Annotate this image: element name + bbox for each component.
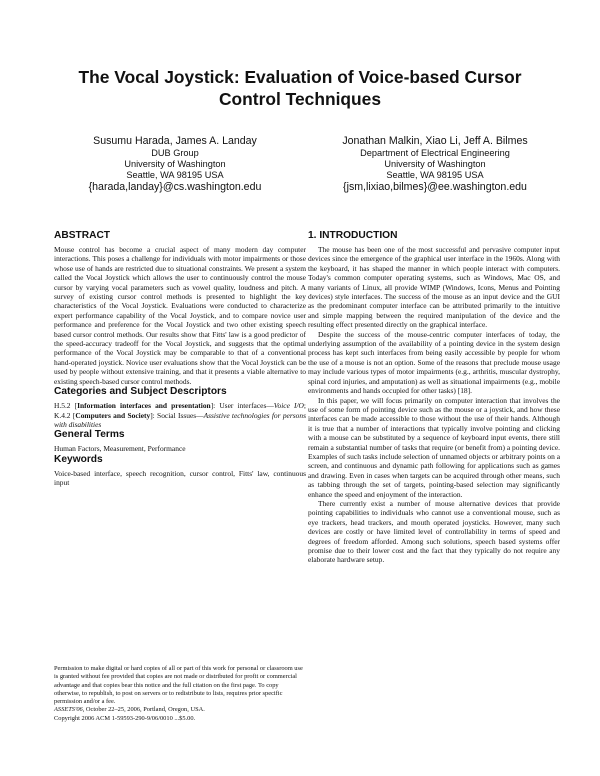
introduction-heading: 1. INTRODUCTION xyxy=(308,230,398,241)
intro-paragraph-1: The mouse has been one of the most successful and pervasive computer input devices since the emergence of the graphical user interface in the 1960s. Along with the keyboard, it has shaped the manner in which people interact with computers. Today's common computer operating systems, such as Windows, Mac OS, and many variants of Linux, all provide WIMP (Windows, Icons, Menus and Pointing devices) style interfaces. The success of the mouse as an input device and the GUI as the predominant computer interface can be attributed primarily to the intuitive and simple mapping between the required manipulation of the device and the resulting effect presented directly on the graphical interface. xyxy=(308,245,560,330)
general-terms-heading: General Terms xyxy=(54,429,125,441)
right-column xyxy=(308,230,560,565)
category-sep-1: ]: User interfaces— xyxy=(210,401,274,411)
abstract-text: Mouse control has become a crucial aspect of many modern day computer interactions. This poses a challenge for individuals with motor impairments or those whose use of hands are restricted due to situational constraints. We present a system called the Vocal Joystick which allows the user to continuously control the mouse cursor by varying vocal parameters such as vowel quality, loudness and pitch. A survey of existing cursor control methods is presented to highlight the key characteristics of the Vocal Joystick. Evaluations were conducted to characterize expert performance capability of the Vocal Joystick, and to compare novice user performance and preference for the Vocal Joystick and two other existing speech based cursor control methods. Our results show that Fitts' law is a good predictor of the speed-accuracy tradeoff for the Vocal Joystick, and suggests that the optimal performance of the Vocal Joystick may be comparable to that of a conventional hand-operated joystick. Novice user evaluations show that the Vocal Joystick can be used by people without extensive training, and that it presents a viable alternative to existing speech-based cursor control methods. xyxy=(54,245,306,386)
permission-text: Permission to make digital or hard copies of all or part of this work for personal or classroom use is granted without fee provided that copies are not made or distributed for profit or commercial advantage and that copies bear this notice and the full citation on the first page. To copy otherwise, to republish, to post on servers or to redistribute to lists, requires prior specific permission and/or a fee. xyxy=(54,665,303,706)
title-line-2: Control Techniques xyxy=(219,89,381,109)
intro-paragraph-3: In this paper, we will focus primarily on computer interaction that involves the use of some form of pointing device such as the mouse or a joystick, and how these interfaces can be made accessible to those without the use of their hands. Although it is true that a number of interactions that typically involve pointing and clicking with a mouse can be substituted by a sequence of keyboard input events, there still remain a substantial number of tasks that require (or benefit from) a pointing device. Examples of such tasks include selection of unnamed objects or arbitrary points on a screen, and continuous and dynamic path following for applications such as games and drawing. Even in cases when targets can be acquired through other means, such as tabbing through the set of targets, pointing-based selection may significantly enhance the speed and enjoyment of the interaction. xyxy=(308,395,560,499)
venue-line xyxy=(54,706,304,714)
author-block-1 xyxy=(40,135,310,194)
category-italic-2: Assistive technologies for persons with disabilities xyxy=(54,410,306,429)
copyright-line: Copyright 2006 ACM 1-59593-290-9/06/0010 ...$5.00. xyxy=(54,714,196,722)
category-code: H.5.2 [ xyxy=(54,401,78,411)
author-institution: University of Washington xyxy=(124,159,226,169)
author-institution: University of Washington xyxy=(384,159,486,169)
venue-name: ASSETS'06, xyxy=(54,706,85,714)
author-email: {harada,landay}@cs.washington.edu xyxy=(88,181,262,193)
intro-paragraph-4: There currently exist a number of mouse alternative devices that provide pointing capabilities to individuals who cannot use a conventional mouse, such as eye trackers, head trackers, and mouth operated joysticks. However, many such devices are costly or have limited level of controllability in terms of speed and degrees of freedom afforded. Among such solutions, speech based systems offer promise due to their lower cost and the fact that they typically do not require any elaborate hardware setup. xyxy=(308,498,560,565)
title-line-1: The Vocal Joystick: Evaluation of Voice-based Cursor xyxy=(78,67,522,87)
abstract-heading: ABSTRACT xyxy=(54,230,111,241)
left-column xyxy=(54,230,306,488)
author-group: DUB Group xyxy=(151,148,199,158)
general-terms-text: Human Factors, Measurement, Performance xyxy=(54,444,186,454)
category-italic-1: Voice I/O xyxy=(273,401,304,411)
author-block-2 xyxy=(300,135,570,194)
copyright-notice xyxy=(54,665,304,723)
author-location: Seattle, WA 98195 USA xyxy=(386,170,484,180)
keywords-text: Voice-based interface, speech recognition, cursor control, Fitts' law, continuous input xyxy=(54,468,306,488)
venue-details: October 22–25, 2006, Portland, Oregon, USA. xyxy=(84,706,205,714)
categories-text xyxy=(54,401,306,429)
intro-paragraph-2: Despite the success of the mouse-centric computer interfaces of today, the underlying assumption of the availability of a pointing device in the system design process has kept such interfaces from being easily accessible by people for whom the use of a mouse is not an option. Some of the reasons that preclude mouse usage may include various types of motor impairments (e.g., arthritis, muscular dystrophy, spinal cord injuries, and amputation) as well as situational impairments (e.g., mobile environments and hands occupied for other tasks) [18]. xyxy=(308,329,560,396)
categories-heading: Categories and Subject Descriptors xyxy=(54,386,227,398)
author-names: Jonathan Malkin, Xiao Li, Jeff A. Bilmes xyxy=(342,135,528,147)
author-location: Seattle, WA 98195 USA xyxy=(126,170,224,180)
category-bold-2: Computers and Society xyxy=(75,410,151,420)
author-group: Department of Electrical Engineering xyxy=(360,148,510,158)
category-bold-1: Information interfaces and presentation xyxy=(77,401,211,411)
paper-title xyxy=(40,66,560,110)
author-email: {jsm,lixiao,bilmes}@ee.washington.edu xyxy=(343,181,527,193)
author-names: Susumu Harada, James A. Landay xyxy=(93,135,257,147)
category-sep-3: ]: Social Issues— xyxy=(150,410,204,420)
category-sep-2: ; K.4.2 [ xyxy=(54,401,306,420)
keywords-heading: Keywords xyxy=(54,453,103,465)
